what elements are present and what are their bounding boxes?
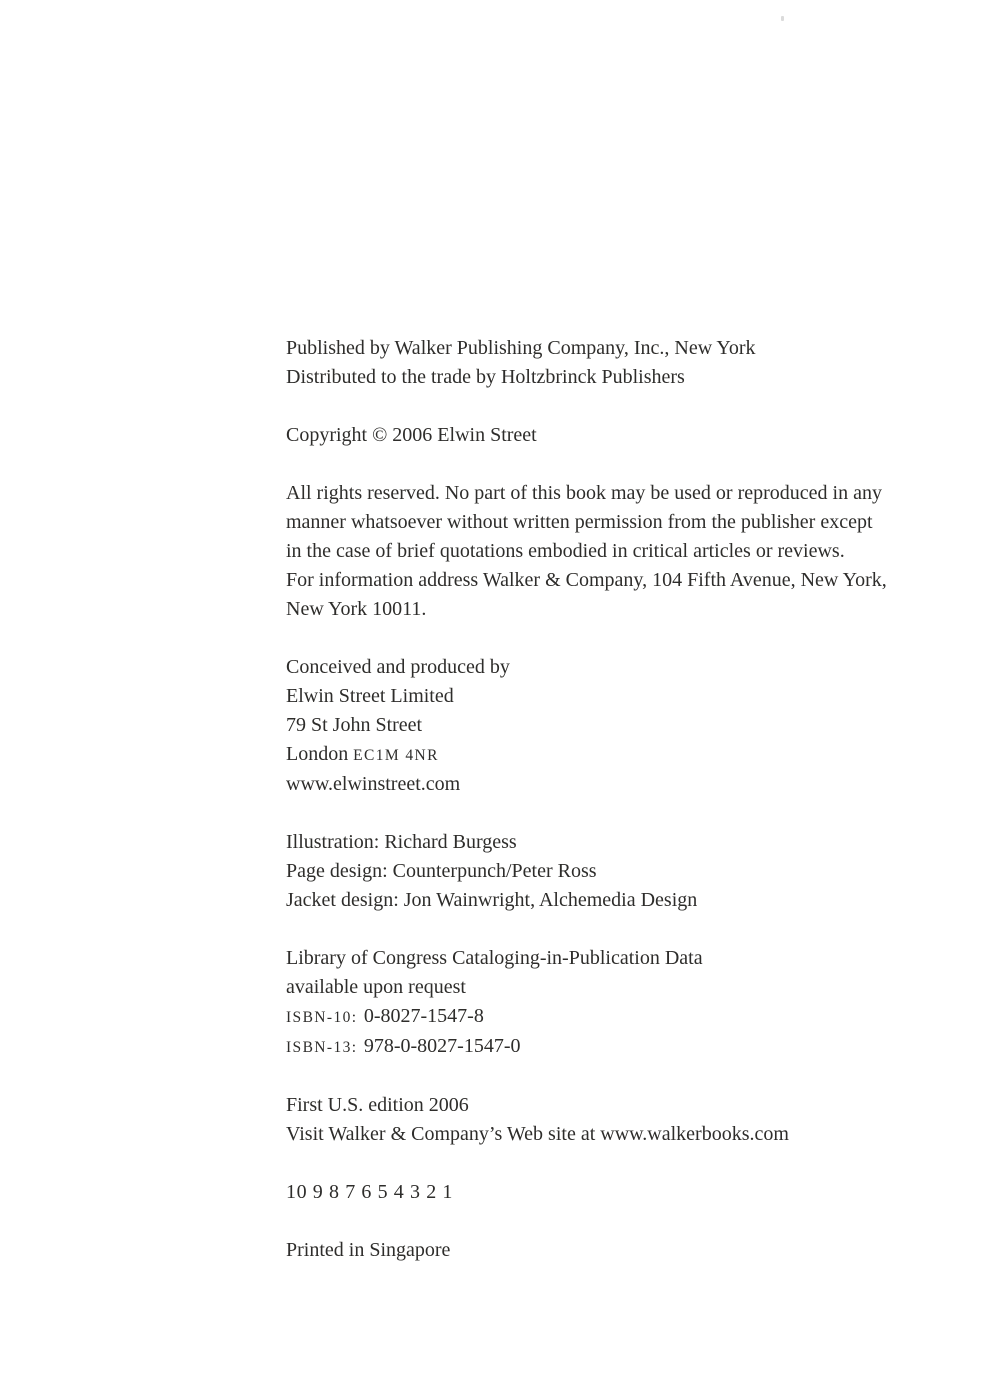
isbn13-line <box>286 1032 887 1062</box>
edition-block <box>286 1091 887 1149</box>
jacket-design-credit-line: Jacket design: Jon Wainwright, Alchemedia Design <box>286 889 698 911</box>
rights-line-5: New York 10011. <box>286 598 427 620</box>
credits-block <box>286 828 887 915</box>
producer-city-line <box>286 740 887 770</box>
publisher-block <box>286 334 887 392</box>
copyright-line: Copyright © 2006 Elwin Street <box>286 424 537 446</box>
loc-availability-line: available upon request <box>286 976 466 998</box>
producer-city: London <box>286 743 349 765</box>
rights-line-2: manner whatsoever without written permission from the publisher except <box>286 511 873 533</box>
scan-speck <box>781 16 784 21</box>
isbn13-value: 978-0-8027-1547-0 <box>363 1035 521 1057</box>
producer-street-line: 79 St John Street <box>286 714 423 736</box>
printers-key-block <box>286 1178 887 1207</box>
producer-website-line: www.elwinstreet.com <box>286 773 461 795</box>
isbn10-label: ISBN-10: <box>286 1009 358 1026</box>
page-design-credit-line: Page design: Counterpunch/Peter Ross <box>286 860 597 882</box>
isbn13-label: ISBN-13: <box>286 1039 358 1056</box>
colophon-text-block <box>286 334 887 1265</box>
rights-block <box>286 479 887 624</box>
rights-line-1: All rights reserved. No part of this book may be used or reproduced in any <box>286 482 882 504</box>
printed-in-line: Printed in Singapore <box>286 1239 451 1261</box>
printers-key-line: 10 9 8 7 6 5 4 3 2 1 <box>286 1181 453 1203</box>
rights-line-3: in the case of brief quotations embodied in critical articles or reviews. <box>286 540 845 562</box>
producer-name-line: Elwin Street Limited <box>286 685 454 707</box>
isbn10-value: 0-8027-1547-8 <box>363 1005 484 1027</box>
producer-intro-line: Conceived and produced by <box>286 656 510 678</box>
illustration-credit-line: Illustration: Richard Burgess <box>286 831 517 853</box>
cataloging-block <box>286 944 887 1062</box>
copyright-block <box>286 421 887 450</box>
website-promo-line: Visit Walker & Company’s Web site at www.walkerbooks.com <box>286 1123 789 1145</box>
producer-block <box>286 653 887 799</box>
loc-data-line: Library of Congress Cataloging-in-Publication Data <box>286 947 703 969</box>
published-by-line: Published by Walker Publishing Company, Inc., New York <box>286 337 756 359</box>
distributed-by-line: Distributed to the trade by Holtzbrinck Publishers <box>286 366 685 388</box>
producer-postcode: EC1M 4NR <box>353 747 439 764</box>
isbn10-line <box>286 1002 887 1032</box>
rights-line-4: For information address Walker & Company, 104 Fifth Avenue, New York, <box>286 569 887 591</box>
printed-in-block <box>286 1236 887 1265</box>
edition-line: First U.S. edition 2006 <box>286 1094 469 1116</box>
